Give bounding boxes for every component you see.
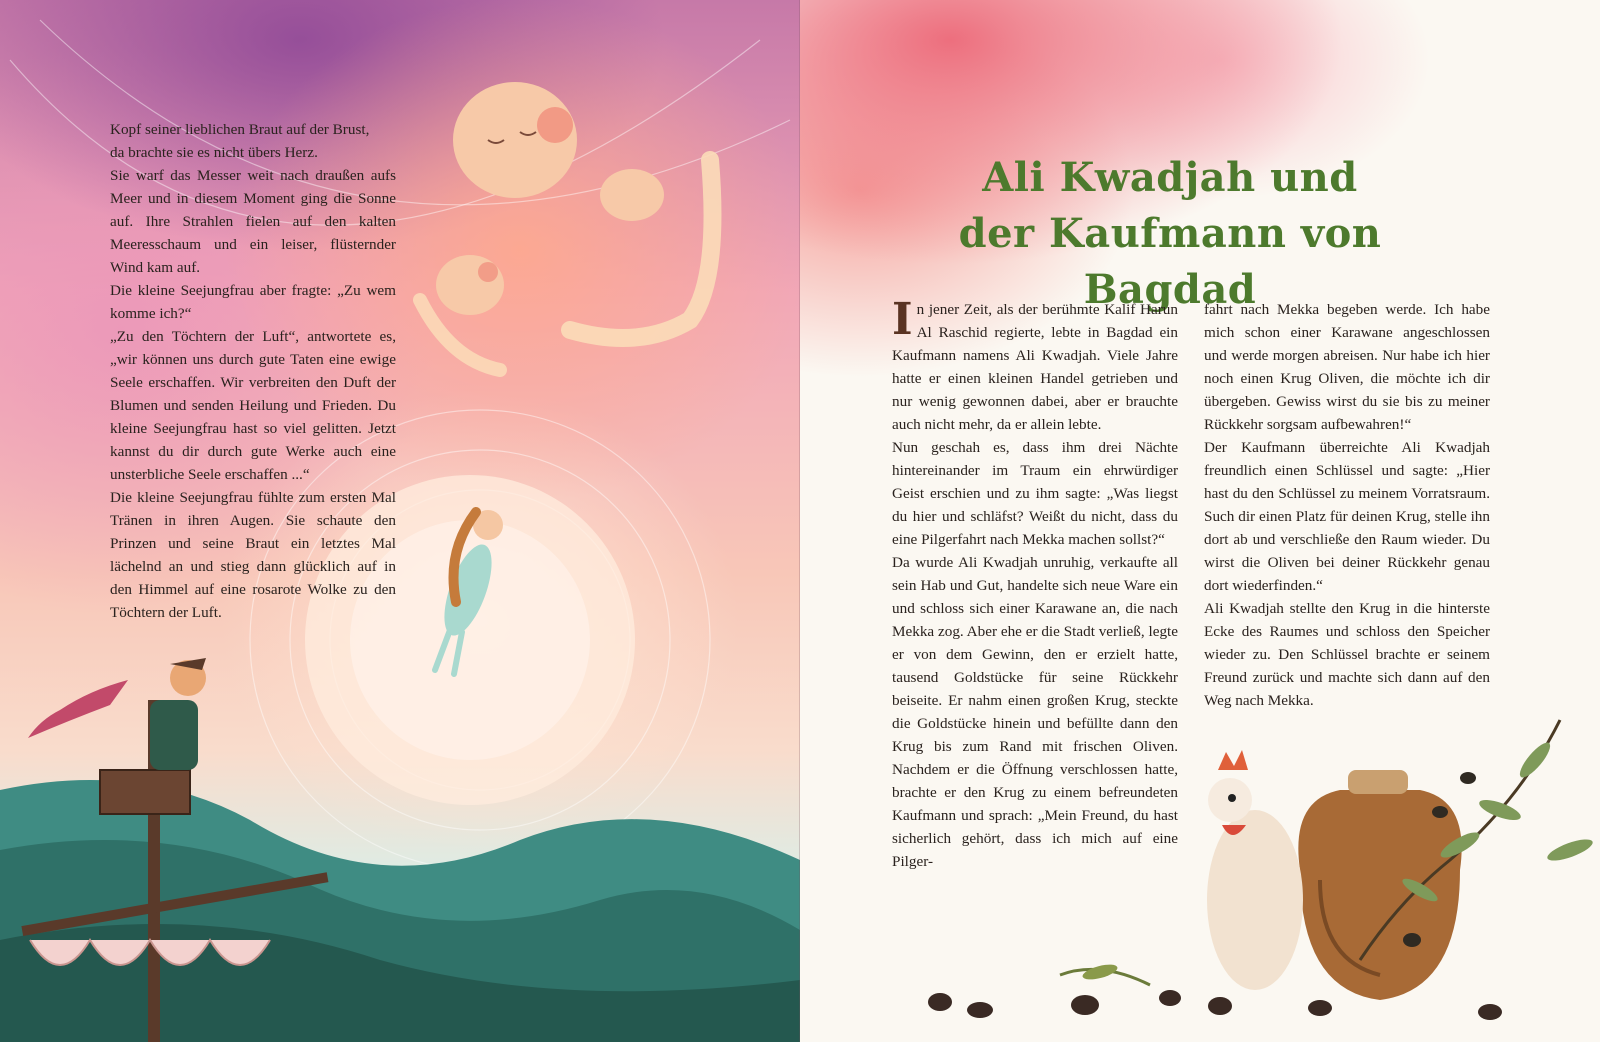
story-title-line-1: Ali Kwadjah und	[982, 154, 1358, 201]
story-title-line-2: der Kaufmann von Bagdad	[958, 210, 1382, 313]
story-paragraph-1-text: n jener Zeit, als der berühmte Kalif Harun Al Raschid regierte, lebte in Bagdad ein Kaufmann namens Ali Kwadjah. Viele Jahre hatte er einen kleinen Handel getrieben und nur wenig gewonnen dabei, aber er brauchte auch nicht mehr, da er allein lebte.	[892, 301, 1178, 433]
drop-cap: I	[892, 294, 913, 345]
story-paragraph-1	[892, 294, 1178, 436]
left-story-text	[110, 118, 396, 624]
left-paragraph-1: Kopf seiner lieblichen Braut auf der Brust, da brachte sie es nicht übers Herz.	[110, 121, 370, 161]
story-column-1	[892, 294, 1178, 873]
story-title	[900, 150, 1440, 318]
story-paragraph-4: fahrt nach Mekka begeben werde. Ich habe mich schon einer Karawane angeschlossen und werde morgen abreisen. Nur habe ich hier noch einen Krug Oliven, die möchte ich dir übergeben. Gewiss wirst du sie bis zu meiner Rückkehr sorgsam aufbewahren!“	[1204, 301, 1490, 433]
story-paragraph-6: Ali Kwadjah stellte den Krug in die hinterste Ecke des Raumes und schloss den Speicher wieder zu. Den Schlüssel brachte er seinem Freund zurück und machte sich dann auf den Weg nach Mekka.	[1204, 600, 1490, 709]
left-paragraph-5: Die kleine Seejungfrau fühlte zum ersten Mal Tränen in ihren Augen. Sie schaute den Prinzen und seine Braut ein letztes Mal lächelnd an und stieg dann glücklich auf in den Himmel auf eine rosarote Wolke zu den Töchtern der Luft.	[110, 489, 396, 621]
right-page	[800, 0, 1600, 1042]
story-paragraph-2: Nun geschah es, dass ihm drei Nächte hintereinander im Traum ein ehrwürdiger Geist erschien und zu ihm sagte: „Was liegst du hier und schläfst? Weißt du nicht, dass du eine Pilgerfahrt nach Mekka machen sollst?“	[892, 439, 1178, 548]
left-paragraph-4: „Zu den Töchtern der Luft“, antwortete es, „wir können uns durch gute Taten eine ewige Seele erschaffen. Wir verbreiten den Duft der Blumen und senden Heilung und Frieden. Du kleine Seejungfrau hast so viel gelitten. Jetzt kannst du dir durch gute Werke auch eine unsterbliche Seele erschaffen ...“	[110, 328, 396, 483]
story-column-2	[1204, 298, 1490, 712]
left-paragraph-2: Sie warf das Messer weit nach draußen aufs Meer und in diesem Moment ging die Sonne auf. Ihre Strahlen fielen auf den kalten Meeresschaum und ein leiser, flüsternder Wind kam auf.	[110, 167, 396, 276]
left-paragraph-3: Die kleine Seejungfrau aber fragte: „Zu wem komme ich?“	[110, 282, 396, 322]
story-paragraph-5: Der Kaufmann überreichte Ali Kwadjah freundlich einen Schlüssel und sagte: „Hier hast du den Schlüssel zu meinem Vorratsraum. Such dir einen Platz für deinen Krug, stelle ihn dort ab und verschließe den Raum wieder. Du wirst die Oliven bei deiner Rückkehr genau dort wiederfinden.“	[1204, 439, 1490, 594]
story-paragraph-3: Da wurde Ali Kwadjah unruhig, verkaufte all sein Hab und Gut, handelte sich neue Ware ein und schloss sich einer Karawane an, die nach Mekka zog. Aber ehe er die Stadt verließ, legte er von dem Gewinn, den er erzielt hatte, tausend Goldstücke für seine Rückkehr beiseite. Er nahm einen großen Krug, steckte die Goldstücke hinein und befüllte dann den Krug bis zum Rand mit frischen Oliven. Nachdem er die Öffnung verschlossen hatte, brachte er den Krug zu einem befreundeten Kaufmann und sprach: „Mein Freund, du hast sicherlich gehört, dass ich mich auf eine Pilger-	[892, 554, 1178, 870]
